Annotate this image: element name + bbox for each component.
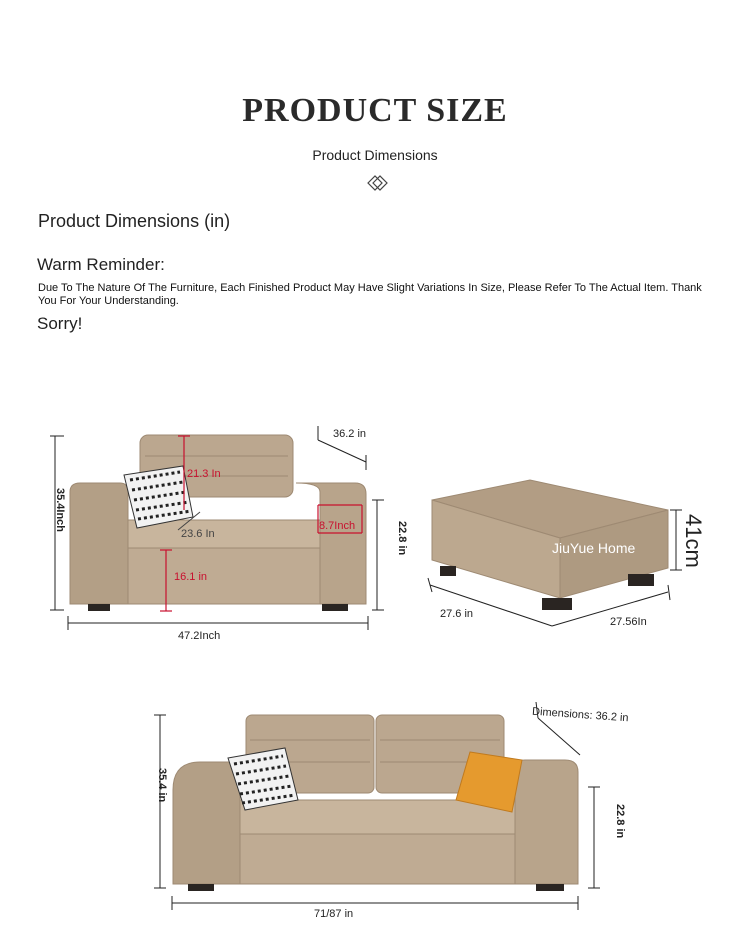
armchair-seat-height-label: 16.1 in (174, 571, 208, 583)
section-heading: Product Dimensions (in) (38, 211, 231, 231)
page-title: PRODUCT SIZE (242, 92, 508, 129)
reminder-text: Due To The Nature Of The Furniture, Each Finished Product May Have Slight Variations In Size, Please Refer To The Actual Item. Thank You For Your Understanding. (38, 282, 702, 307)
page-subtitle: Product Dimensions (312, 147, 438, 163)
ottoman-length-label: 27.6 in (440, 608, 474, 620)
armchair-seat-depth-label: 23.6 In (181, 528, 215, 540)
sofa-arm-height-label: 22.8 in (614, 804, 626, 839)
sofa-width-label: 71/87 in (314, 908, 354, 920)
armchair-width-label: 47.2Inch (178, 630, 221, 642)
armchair-depth-label: 36.2 in (333, 428, 367, 440)
sofa-height-label: 35.4 in (156, 768, 168, 803)
sofa-illustration (173, 715, 578, 891)
armchair-arm-height-label: 22.8 in (396, 521, 408, 556)
armchair-backrest-label: 21.3 In (187, 468, 221, 480)
ottoman-width-label: 27.56In (610, 616, 647, 628)
ottoman-brand-label: JiuYue Home (552, 540, 636, 556)
sofa-depth-label: Dimensions: 36.2 in (531, 705, 629, 725)
armchair-height-label: 35.4Inch (54, 488, 66, 533)
sorry-text: Sorry! (37, 314, 83, 333)
ottoman-height-label: 41cm (681, 514, 706, 568)
diamond-icon (368, 176, 387, 190)
armchair-arm-width-label: 8.7Inch (319, 520, 356, 532)
reminder-title: Warm Reminder: (37, 255, 165, 274)
